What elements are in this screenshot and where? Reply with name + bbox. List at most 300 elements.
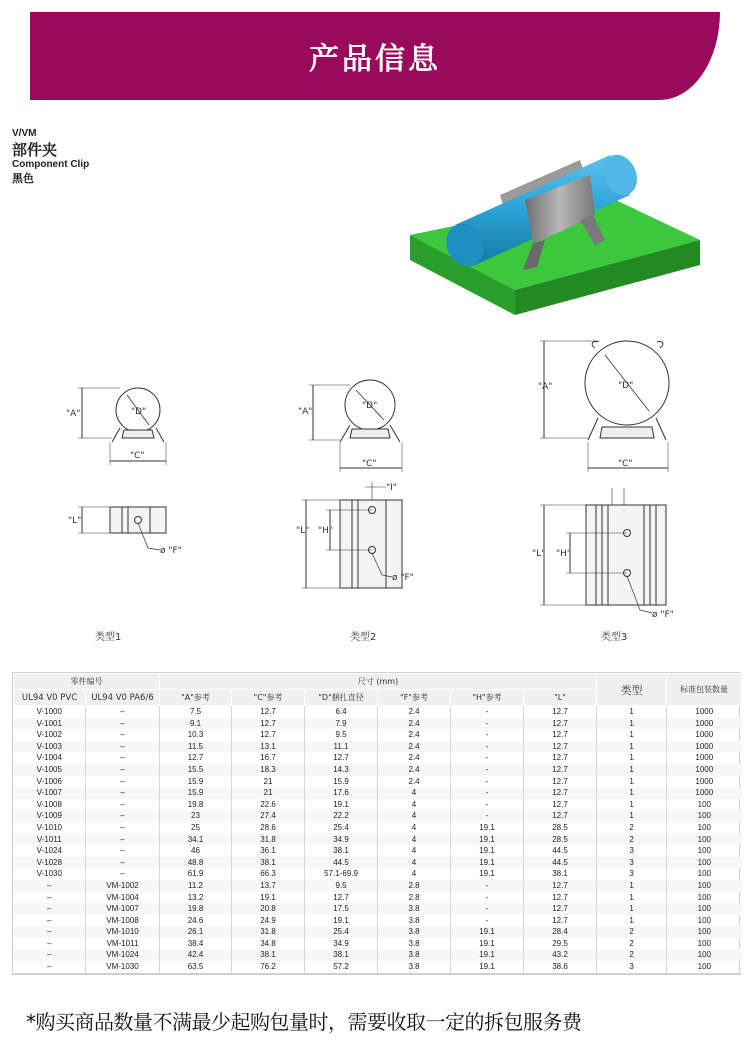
table-cell: VM-1024 xyxy=(86,949,160,961)
table-row xyxy=(14,857,742,869)
table-cell: – xyxy=(86,857,160,869)
table-cell: 66.3 xyxy=(232,868,305,880)
table-cell: – xyxy=(86,787,160,799)
table-cell: 2.4 xyxy=(378,729,451,741)
table-cell: 9.5 xyxy=(305,729,378,741)
table-cell: 2.4 xyxy=(378,706,451,718)
table-cell: 1 xyxy=(597,810,667,822)
table-cell: - xyxy=(451,718,524,730)
table-cell: – xyxy=(14,903,86,915)
table-cell: 4 xyxy=(378,822,451,834)
table-cell: - xyxy=(451,776,524,788)
table-cell: – xyxy=(86,741,160,753)
table-cell: 100 xyxy=(667,822,742,834)
spec-table-wrapper xyxy=(12,672,740,975)
table-cell: V-1003 xyxy=(14,741,86,753)
table-cell: 100 xyxy=(667,915,742,927)
table-cell: – xyxy=(86,822,160,834)
table-cell: 28.4 xyxy=(524,926,597,938)
table-cell: 1 xyxy=(597,706,667,718)
table-cell: 76.2 xyxy=(232,961,305,973)
table-cell: – xyxy=(86,729,160,741)
table-cell: 2 xyxy=(597,822,667,834)
spec-table-body xyxy=(14,706,742,974)
table-cell: 12.7 xyxy=(524,706,597,718)
table-cell: – xyxy=(86,706,160,718)
table-row xyxy=(14,706,742,718)
table-cell: 1 xyxy=(597,718,667,730)
table-cell: VM-1010 xyxy=(86,926,160,938)
table-cell: 36.1 xyxy=(232,845,305,857)
table-cell: 43.2 xyxy=(524,949,597,961)
table-cell: 22.6 xyxy=(232,799,305,811)
t2-label-i: "I" xyxy=(386,483,397,493)
table-cell: - xyxy=(451,706,524,718)
table-cell: 19.1 xyxy=(305,915,378,927)
table-cell: 1 xyxy=(597,776,667,788)
header-l: "L" xyxy=(524,690,597,706)
table-cell: 100 xyxy=(667,938,742,950)
page-title: 产品信息 xyxy=(309,42,441,77)
product-name-en: Component Clip xyxy=(12,159,90,171)
table-cell: 22.2 xyxy=(305,810,378,822)
table-cell: 16.7 xyxy=(232,752,305,764)
table-cell: 3.8 xyxy=(378,915,451,927)
t3-label-c: "C" xyxy=(618,459,633,469)
table-cell: 29.5 xyxy=(524,938,597,950)
table-cell: 19.8 xyxy=(160,903,232,915)
table-cell: 9.5 xyxy=(305,880,378,892)
table-cell: 19.1 xyxy=(451,868,524,880)
header-type: 类型 xyxy=(597,674,667,706)
header-h: "H"参考 xyxy=(451,690,524,706)
table-cell: – xyxy=(86,752,160,764)
header-pvc: UL94 V0 PVC xyxy=(14,690,86,706)
table-cell: 12.7 xyxy=(524,764,597,776)
t1-label-d: "D" xyxy=(131,407,147,417)
table-row xyxy=(14,787,742,799)
table-row xyxy=(14,810,742,822)
header-d: "D"捆扎直径 xyxy=(305,690,378,706)
type1-top-view xyxy=(78,507,166,550)
table-cell: 1 xyxy=(597,752,667,764)
t2-label-h: "H" xyxy=(318,526,334,536)
t1-label-f: ø "F" xyxy=(160,546,182,556)
table-cell: 2.4 xyxy=(378,776,451,788)
table-cell: 28.5 xyxy=(524,834,597,846)
table-row xyxy=(14,915,742,927)
table-cell: 13.1 xyxy=(232,741,305,753)
table-cell: 6.4 xyxy=(305,706,378,718)
table-cell: 19.1 xyxy=(451,834,524,846)
table-cell: 17.5 xyxy=(305,903,378,915)
t1-label-c: "C" xyxy=(130,451,145,461)
table-cell: – xyxy=(86,764,160,776)
table-cell: - xyxy=(451,915,524,927)
t3-label-a: "A" xyxy=(538,382,553,392)
table-cell: 10.3 xyxy=(160,729,232,741)
table-cell: 4 xyxy=(378,810,451,822)
table-cell: VM-1008 xyxy=(86,915,160,927)
table-cell: VM-1002 xyxy=(86,880,160,892)
table-cell: 12.7 xyxy=(305,752,378,764)
table-cell: 23 xyxy=(160,810,232,822)
table-cell: 44.5 xyxy=(524,845,597,857)
table-cell: 38.1 xyxy=(305,949,378,961)
table-cell: 100 xyxy=(667,903,742,915)
table-cell: 15.9 xyxy=(160,787,232,799)
type-label-2: 类型2 xyxy=(350,632,377,643)
table-cell: 14.3 xyxy=(305,764,378,776)
t3-label-d: "D" xyxy=(618,381,634,391)
table-cell: 11.5 xyxy=(160,741,232,753)
table-cell: 12.7 xyxy=(160,752,232,764)
table-cell: 100 xyxy=(667,834,742,846)
table-cell: 2.4 xyxy=(378,741,451,753)
table-cell: 12.7 xyxy=(524,787,597,799)
table-cell: 38.1 xyxy=(232,949,305,961)
table-cell: 1 xyxy=(597,799,667,811)
table-cell: 1 xyxy=(597,915,667,927)
t2-label-c: "C" xyxy=(362,459,377,469)
table-cell: V-1009 xyxy=(14,810,86,822)
table-cell: 2.8 xyxy=(378,880,451,892)
table-cell: V-1007 xyxy=(14,787,86,799)
table-cell: 38.1 xyxy=(524,868,597,880)
table-row xyxy=(14,741,742,753)
table-cell: 4 xyxy=(378,799,451,811)
type1-front-view xyxy=(78,388,166,465)
table-cell: - xyxy=(451,880,524,892)
table-cell: 12.7 xyxy=(524,752,597,764)
t2-label-a: "A" xyxy=(298,407,313,417)
table-cell: 31.8 xyxy=(232,834,305,846)
table-cell: 4 xyxy=(378,845,451,857)
table-cell: 34.9 xyxy=(305,938,378,950)
type-label-3: 类型3 xyxy=(601,632,628,643)
table-cell: 12.7 xyxy=(524,892,597,904)
table-cell: V-1004 xyxy=(36,753,62,763)
table-cell: 19.1 xyxy=(451,822,524,834)
table-cell: 17.6 xyxy=(305,787,378,799)
table-cell: 7.9 xyxy=(305,718,378,730)
table-cell: 100 xyxy=(667,892,742,904)
table-row xyxy=(14,834,742,846)
table-row xyxy=(14,845,742,857)
table-cell: 25 xyxy=(160,822,232,834)
table-cell: 15.5 xyxy=(160,764,232,776)
table-cell: 46 xyxy=(160,845,232,857)
table-row xyxy=(14,938,742,950)
table-cell: 1000 xyxy=(667,764,742,776)
table-cell: 1 xyxy=(597,880,667,892)
table-cell: 12.7 xyxy=(305,892,378,904)
table-cell: 12.7 xyxy=(524,810,597,822)
table-cell: 28.6 xyxy=(232,822,305,834)
table-cell: 38.6 xyxy=(524,961,597,973)
table-cell: 2 xyxy=(597,949,667,961)
table-cell: 44.5 xyxy=(305,857,378,869)
table-cell: 1 xyxy=(597,741,667,753)
table-cell: 19.1 xyxy=(451,938,524,950)
spec-table xyxy=(13,673,742,974)
table-cell: 1 xyxy=(597,729,667,741)
table-cell: V-1005 xyxy=(14,764,86,776)
header-a: "A"参考 xyxy=(160,690,232,706)
product-info xyxy=(12,128,89,186)
table-cell: 2 xyxy=(597,938,667,950)
table-cell: 19.8 xyxy=(160,799,232,811)
table-cell: 1000 xyxy=(667,787,742,799)
table-cell: 34.8 xyxy=(232,938,305,950)
table-cell: – xyxy=(14,949,86,961)
table-cell: V-1028 xyxy=(14,857,86,869)
table-cell: – xyxy=(47,938,52,948)
table-row xyxy=(14,903,742,915)
product-color: 黑色 xyxy=(12,171,34,185)
table-row xyxy=(14,729,742,741)
table-cell: 13.2 xyxy=(160,892,232,904)
table-cell: 19.1 xyxy=(451,926,524,938)
t1-label-a: "A" xyxy=(66,409,81,419)
table-cell: 12.7 xyxy=(232,718,305,730)
table-cell: 34.9 xyxy=(305,834,378,846)
table-cell: 25.4 xyxy=(305,822,378,834)
table-cell: 12.7 xyxy=(524,880,597,892)
table-cell: 19.1 xyxy=(451,857,524,869)
table-cell: 15.9 xyxy=(305,776,378,788)
table-cell: V-1006 xyxy=(36,776,62,786)
header-pack-qty: 标准包装数量 xyxy=(667,674,742,706)
table-cell: 2.4 xyxy=(378,752,451,764)
technical-drawings xyxy=(0,330,750,660)
t3-label-l: "L" xyxy=(532,549,546,559)
table-cell: 1 xyxy=(597,787,667,799)
table-cell: 11.2 xyxy=(160,880,232,892)
table-cell: 34.1 xyxy=(160,834,232,846)
table-row xyxy=(14,949,742,961)
table-cell: V-1024 xyxy=(36,846,62,856)
table-cell: – xyxy=(47,892,52,902)
table-cell: – xyxy=(86,845,160,857)
table-cell: 38.1 xyxy=(232,857,305,869)
table-cell: – xyxy=(86,799,160,811)
table-cell: 12.7 xyxy=(524,915,597,927)
table-cell: 7.5 xyxy=(160,706,232,718)
table-cell: – xyxy=(47,915,52,925)
table-cell: – xyxy=(86,776,160,788)
table-cell: V-1030 xyxy=(36,869,62,879)
table-cell: 3.8 xyxy=(378,961,451,973)
table-cell: - xyxy=(451,892,524,904)
table-cell: 24.9 xyxy=(232,915,305,927)
table-cell: 2.4 xyxy=(378,718,451,730)
table-cell: – xyxy=(86,810,160,822)
header-pa66: UL94 V0 PA6/6 xyxy=(86,690,160,706)
table-cell: 3 xyxy=(597,868,667,880)
table-cell: 100 xyxy=(667,857,742,869)
t3-label-f: ø "F" xyxy=(652,610,674,620)
table-row xyxy=(14,926,742,938)
table-cell: 1000 xyxy=(667,706,742,718)
table-row xyxy=(14,718,742,730)
table-cell: 28.5 xyxy=(524,822,597,834)
table-cell: 57.1-69.9 xyxy=(305,868,378,880)
table-cell: 1000 xyxy=(667,741,742,753)
type2-top-view xyxy=(302,482,402,588)
table-cell: 100 xyxy=(667,926,742,938)
table-row xyxy=(14,822,742,834)
table-row xyxy=(14,868,742,880)
footnote: *购买商品数量不满最少起购包量时，需要收取一定的拆包服务费 xyxy=(26,1010,582,1034)
table-cell: 12.7 xyxy=(524,799,597,811)
table-cell: 3.8 xyxy=(378,926,451,938)
table-cell: 4 xyxy=(378,834,451,846)
table-cell: V-1011 xyxy=(14,834,86,846)
table-cell: 1 xyxy=(597,903,667,915)
table-cell: 13.7 xyxy=(232,880,305,892)
table-cell: 12.7 xyxy=(524,729,597,741)
table-row xyxy=(14,752,742,764)
table-cell: VM-1007 xyxy=(86,903,160,915)
table-cell: 42.4 xyxy=(160,949,232,961)
table-cell: 3 xyxy=(597,845,667,857)
table-cell: 4 xyxy=(378,857,451,869)
product-illustration xyxy=(405,140,705,320)
table-cell: 19.1 xyxy=(451,961,524,973)
table-cell: 25.4 xyxy=(305,926,378,938)
table-cell: 31.8 xyxy=(232,926,305,938)
table-cell: 11.1 xyxy=(305,741,378,753)
table-cell: 2 xyxy=(597,926,667,938)
table-cell: 100 xyxy=(667,799,742,811)
table-cell: 4 xyxy=(378,868,451,880)
type-label-1: 类型1 xyxy=(95,632,122,643)
table-cell: 1 xyxy=(597,892,667,904)
table-cell: 21 xyxy=(232,787,305,799)
table-cell: 1000 xyxy=(667,718,742,730)
table-cell: 100 xyxy=(667,880,742,892)
table-cell: 2 xyxy=(597,834,667,846)
table-cell: 3 xyxy=(597,961,667,973)
table-cell: 44.5 xyxy=(524,857,597,869)
table-cell: - xyxy=(451,799,524,811)
table-cell: 12.7 xyxy=(524,776,597,788)
table-cell: 3.8 xyxy=(378,903,451,915)
table-cell: 12.7 xyxy=(524,741,597,753)
table-cell: 19.1 xyxy=(451,845,524,857)
table-cell: 1000 xyxy=(667,729,742,741)
table-cell: 19.1 xyxy=(232,892,305,904)
header-banner xyxy=(30,12,720,100)
header-c: "C"参考 xyxy=(232,690,305,706)
t2-label-d: "D" xyxy=(362,401,378,411)
table-cell: 57.2 xyxy=(305,961,378,973)
header-f: "F"参考 xyxy=(378,690,451,706)
table-cell: - xyxy=(451,903,524,915)
table-cell: - xyxy=(451,764,524,776)
t2-label-f: ø "F" xyxy=(392,573,414,583)
table-cell: 1000 xyxy=(667,776,742,788)
product-code: V/VM xyxy=(12,128,37,139)
table-cell: 20.8 xyxy=(232,903,305,915)
table-cell: – xyxy=(14,926,86,938)
table-cell: 24.6 xyxy=(160,915,232,927)
type3-front-view xyxy=(540,341,669,472)
t2-label-l: "L" xyxy=(296,526,310,536)
table-row xyxy=(14,776,742,788)
table-cell: 38.1 xyxy=(305,845,378,857)
table-cell: 27.4 xyxy=(232,810,305,822)
table-row xyxy=(14,764,742,776)
table-cell: 100 xyxy=(667,949,742,961)
table-cell: V-1001 xyxy=(14,718,86,730)
header-part-number: 零件编号 xyxy=(14,674,160,690)
table-cell: – xyxy=(86,868,160,880)
table-cell: 100 xyxy=(667,810,742,822)
table-cell: 9.1 xyxy=(160,718,232,730)
table-cell: VM-1004 xyxy=(86,892,160,904)
type2-front-view xyxy=(309,380,402,472)
table-cell: 12.7 xyxy=(524,903,597,915)
table-cell: – xyxy=(86,718,160,730)
table-cell: V-1002 xyxy=(36,730,62,740)
table-cell: 12.7 xyxy=(524,718,597,730)
table-row xyxy=(14,961,742,973)
table-cell: 12.7 xyxy=(232,729,305,741)
table-cell: V-1008 xyxy=(36,799,62,809)
table-cell: 48.8 xyxy=(160,857,232,869)
table-cell: 3.8 xyxy=(378,949,451,961)
table-cell: - xyxy=(451,810,524,822)
table-cell: VM-1030 xyxy=(86,961,160,973)
table-cell: 38.4 xyxy=(160,938,232,950)
table-cell: – xyxy=(14,880,86,892)
table-cell: - xyxy=(451,741,524,753)
table-cell: 1 xyxy=(597,764,667,776)
table-cell: V-1000 xyxy=(36,707,62,716)
table-row xyxy=(14,799,742,811)
table-cell: - xyxy=(451,752,524,764)
table-cell: 3 xyxy=(597,857,667,869)
table-cell: 100 xyxy=(667,961,742,973)
table-row xyxy=(14,880,742,892)
table-cell: VM-1011 xyxy=(86,938,160,950)
table-cell: 26.1 xyxy=(160,926,232,938)
table-cell: 2.8 xyxy=(378,892,451,904)
table-cell: 12.7 xyxy=(232,706,305,718)
table-cell: V-1010 xyxy=(36,822,62,832)
table-cell: - xyxy=(451,729,524,741)
table-cell: 61.9 xyxy=(160,868,232,880)
table-cell: 15.9 xyxy=(160,776,232,788)
t3-label-h: "H" xyxy=(556,549,572,559)
t1-label-l: "L" xyxy=(68,516,82,526)
table-cell: 100 xyxy=(667,845,742,857)
table-cell: - xyxy=(451,787,524,799)
table-cell: 19.1 xyxy=(305,799,378,811)
table-cell: 18.3 xyxy=(232,764,305,776)
table-cell: 21 xyxy=(232,776,305,788)
table-cell: – xyxy=(86,834,160,846)
table-cell: – xyxy=(14,961,86,973)
table-cell: 3.8 xyxy=(378,938,451,950)
table-cell: 100 xyxy=(667,868,742,880)
header-dimensions: 尺寸 (mm) xyxy=(160,674,597,690)
table-cell: 19.1 xyxy=(451,949,524,961)
table-cell: 63.5 xyxy=(160,961,232,973)
product-name-cn: 部件夹 xyxy=(12,140,58,159)
